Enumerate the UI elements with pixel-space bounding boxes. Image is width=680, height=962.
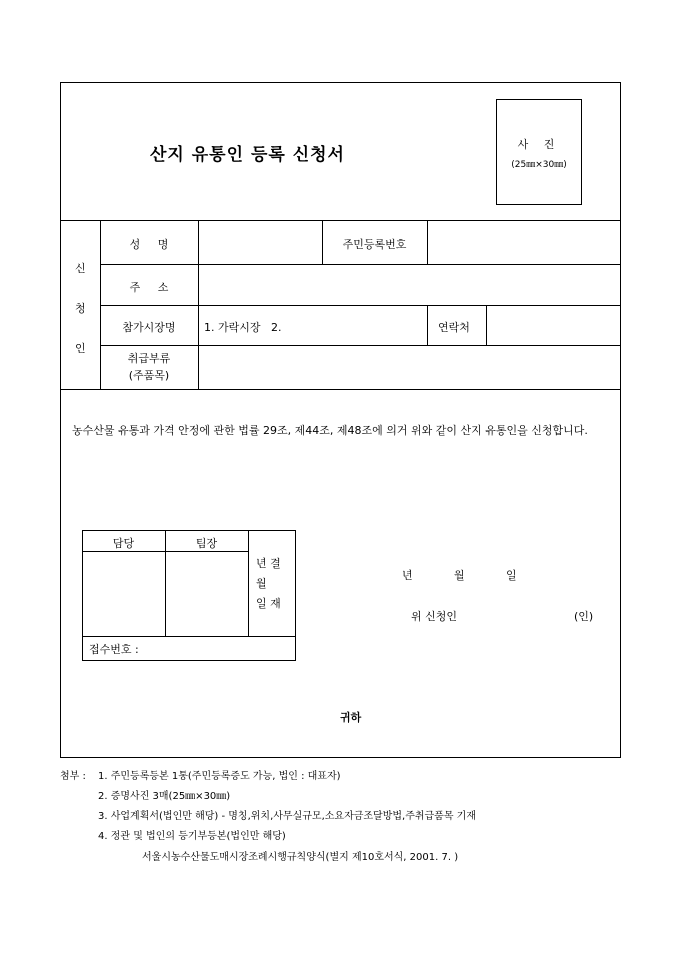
- side-label-1: 신: [75, 262, 86, 275]
- approval-date-label-2: 월: [256, 577, 267, 590]
- items-label-1: 취급부류: [127, 352, 171, 365]
- approval-col-line-2: [248, 530, 249, 636]
- photo-size: (25㎜×30㎜): [511, 160, 567, 170]
- col-line-contact-right: [486, 305, 487, 345]
- table-top-line: [60, 220, 621, 221]
- date-day: 일: [506, 569, 517, 582]
- row-line-1: [100, 264, 621, 265]
- addressee: 귀하: [340, 711, 362, 724]
- table-bottom-line: [60, 389, 621, 390]
- date-year: 년: [402, 569, 413, 582]
- form-title: 산지 유통인 등록 신청서: [150, 145, 345, 165]
- date-month: 월: [454, 569, 465, 582]
- attachment-item-2: 2. 증명사진 3매(25㎜×30㎜): [98, 791, 231, 802]
- contact-label: 연락처: [438, 321, 470, 334]
- approval-receipt-line: [82, 636, 296, 637]
- col-line-contact-left: [427, 305, 428, 345]
- approval-date-label-3: 일 재: [256, 597, 281, 610]
- market-label: 참가시장명: [122, 321, 176, 334]
- market-value: 1. 가락시장 2.: [204, 321, 282, 334]
- applicant-sign-label: 위 신청인: [411, 610, 458, 623]
- side-label-2: 청: [75, 302, 86, 315]
- row-line-2: [100, 305, 621, 306]
- row-line-3: [100, 345, 621, 346]
- rrn-label: 주민등록번호: [342, 238, 407, 251]
- col-line-labels: [198, 220, 199, 389]
- approval-col1-label: 담당: [112, 537, 135, 550]
- attachment-item-1: 1. 주민등록등본 1통(주민등록증도 가능, 법인 : 대표자): [98, 771, 341, 782]
- form-source-footer: 서울시농수산물도매시장조례시행규칙양식(별지 제10호서식, 2001. 7. ): [142, 852, 459, 863]
- attachment-item-3: 3. 사업계획서(법인만 해당) - 명칭,위치,사무실규모,소요자금조달방법,주취급품목 기재: [98, 811, 477, 822]
- attachment-item-4: 4. 정관 및 법인의 등기부등본(법인만 해당): [98, 831, 286, 842]
- approval-date-label-1: 년 결: [256, 557, 281, 570]
- approval-col2-label: 팀장: [195, 537, 218, 550]
- items-label-2: (주품목): [128, 369, 170, 382]
- applicant-seal: (인): [574, 610, 594, 623]
- address-label: 주 소: [129, 281, 169, 294]
- attachments-prefix: 첨부 :: [60, 771, 86, 782]
- name-label: 성 명: [129, 238, 169, 251]
- side-label-3: 인: [75, 342, 86, 355]
- receipt-number-label: 접수번호 :: [89, 643, 139, 656]
- photo-label: 사 진: [517, 138, 561, 151]
- photo-box: [496, 99, 582, 205]
- statement-text: 농수산물 유통과 가격 안정에 관한 법률 29조, 제44조, 제48조에 의거 위와 같이 산지 유통인을 신청합니다.: [72, 424, 588, 437]
- col-line-rrn-right: [427, 220, 428, 264]
